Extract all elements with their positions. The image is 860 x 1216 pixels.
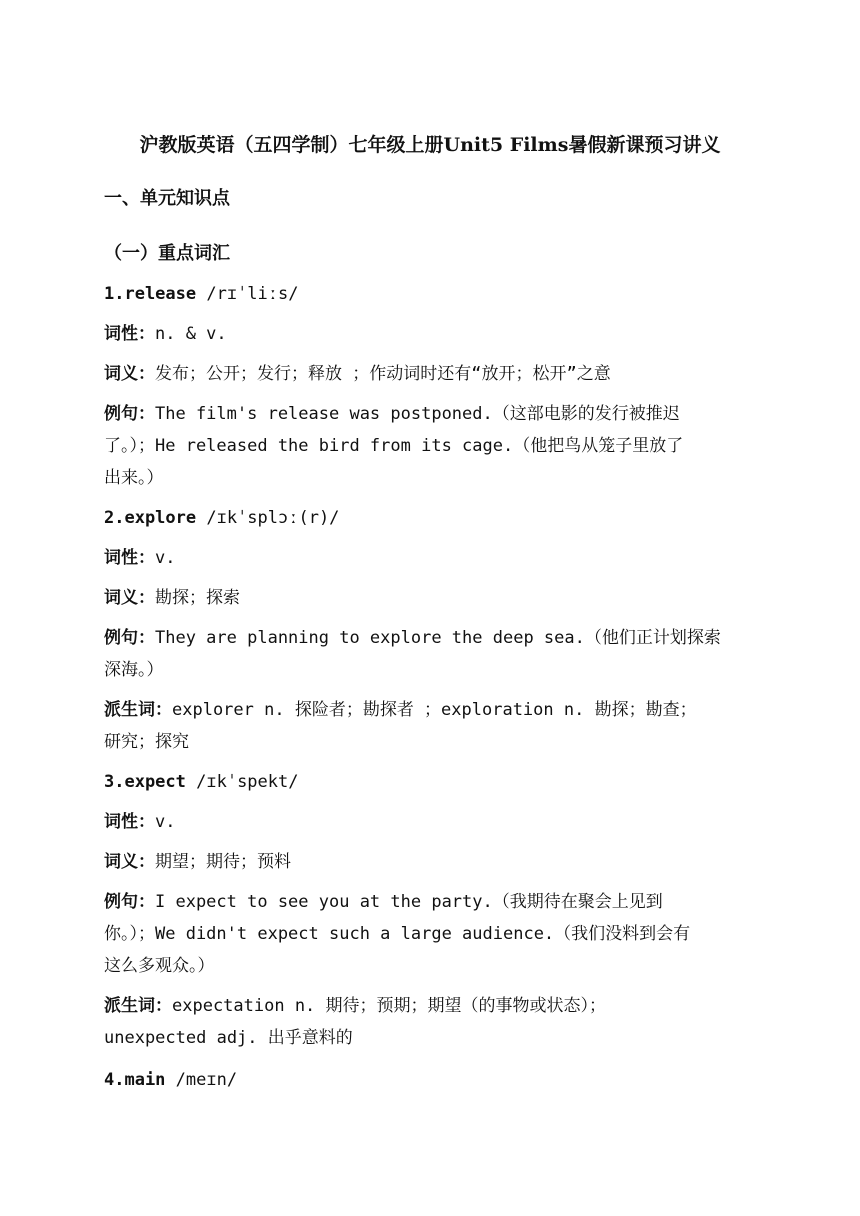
entry-3-example-line-1 — [104, 891, 663, 913]
entry-1-example-line-2: 了。）；He released the bird from its cage.（他把鸟从笼子里放了 — [104, 436, 684, 456]
meaning-label: 词义： — [104, 588, 155, 608]
example-text: I expect to see you at the party.（我期待在聚会上见到 — [155, 892, 663, 912]
entry-1-example-line-1 — [104, 403, 680, 425]
entry-1-headword: 1.release — [104, 284, 197, 304]
entry-3-headword: 3.expect — [104, 772, 186, 792]
entry-3-example-line-3: 这么多观众。） — [104, 956, 215, 976]
meaning-value: 发布；公开；发行；释放 ；作动词时还有“放开；松开”之意 — [155, 364, 611, 384]
section-heading: 一、单元知识点 — [104, 188, 230, 209]
example-text: The film's release was postponed.（这部电影的发行被推迟 — [155, 404, 680, 424]
entry-3-derived-line-1 — [104, 995, 606, 1017]
entry-2-pos — [104, 547, 175, 569]
pos-value: n. & v. — [155, 324, 227, 344]
derived-label: 派生词： — [104, 996, 172, 1016]
example-text: They are planning to explore the deep sea.（他们正计划探索 — [155, 628, 721, 648]
entry-2-example-line-1 — [104, 627, 721, 649]
entry-2-example-line-2: 深海。） — [104, 660, 164, 680]
entry-4-head-line — [104, 1069, 237, 1091]
derived-text: explorer n. 探险者；勘探者 ；exploration n. 勘探；勘查； — [172, 700, 697, 720]
meaning-value: 勘探；探索 — [155, 588, 240, 608]
meaning-label: 词义： — [104, 364, 155, 384]
entry-3-example-line-2: 你。）；We didn't expect such a large audience.（我们没料到会有 — [104, 924, 691, 944]
meaning-value: 期望；期待；预料 — [155, 852, 291, 872]
entry-1-meaning — [104, 363, 611, 385]
pos-label: 词性： — [104, 548, 155, 568]
meaning-label: 词义： — [104, 852, 155, 872]
subsection-heading: （一）重点词汇 — [104, 243, 230, 264]
entry-3-derived-line-2: unexpected adj. 出乎意料的 — [104, 1028, 353, 1048]
entry-1-phonetic: /rɪˈliːs/ — [196, 284, 299, 304]
entry-1-example-line-3: 出来。） — [104, 468, 164, 488]
entry-3-meaning — [104, 851, 291, 873]
pos-value: v. — [155, 548, 176, 568]
entry-2-derived-line-2: 研究；探究 — [104, 732, 189, 752]
pos-label: 词性： — [104, 324, 155, 344]
example-label: 例句： — [104, 628, 155, 648]
page-title: 沪教版英语（五四学制）七年级上册Unit5 Films暑假新课预习讲义 — [139, 134, 721, 156]
entry-2-phonetic: /ɪkˈsplɔː(r)/ — [196, 508, 340, 528]
entry-1-pos — [104, 323, 227, 345]
entry-2-head-line — [104, 507, 339, 529]
entry-3-head-line — [104, 771, 298, 793]
entry-4-headword: 4.main — [104, 1070, 166, 1090]
entry-2-meaning — [104, 587, 240, 609]
entry-1-head-line — [104, 283, 298, 305]
example-label: 例句： — [104, 404, 155, 424]
pos-value: v. — [155, 812, 176, 832]
entry-2-derived-line-1 — [104, 699, 697, 721]
example-label: 例句： — [104, 892, 155, 912]
entry-2-headword: 2.explore — [104, 508, 197, 528]
entry-3-phonetic: /ɪkˈspekt/ — [185, 772, 299, 792]
entry-3-pos — [104, 811, 175, 833]
derived-label: 派生词： — [104, 700, 172, 720]
derived-text: expectation n. 期待；预期；期望（的事物或状态）； — [172, 996, 607, 1016]
entry-4-phonetic: /meɪn/ — [165, 1070, 238, 1090]
pos-label: 词性： — [104, 812, 155, 832]
